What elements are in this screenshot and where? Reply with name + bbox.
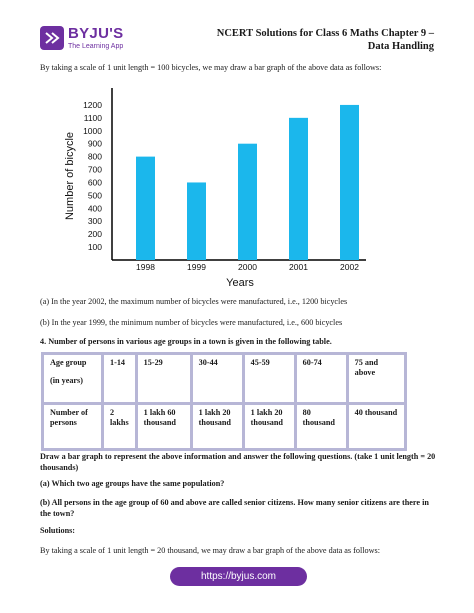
table-cell: 60-74 [295,354,347,404]
y-tick-label: 700 [87,164,102,175]
x-tick-label: 1998 [136,262,155,272]
table-cell: 75 and above [347,354,405,404]
solutions-text: By taking a scale of 1 unit length = 20 thousand, we may draw a bar graph of the above data as follows: [40,546,380,555]
y-tick-label: 800 [87,151,102,162]
bar-2002 [340,105,359,260]
y-tick-label: 100 [87,242,102,253]
y-tick-label: 1200 [83,99,102,110]
q4-part-b: (b) All persons in the age group of 60 and above are called senior citizens. How many senior citizens are there in the town? [40,498,429,518]
y-tick-label: 200 [87,229,102,240]
byjus-badge-icon [40,26,64,50]
table-cell: 1 lakh 20 thousand [191,404,243,450]
logo-tagline: The Learning App [68,43,124,50]
y-axis-label: Number of bicycle [64,131,76,221]
y-tick-label: 500 [87,190,102,201]
table-cell: 80 thousand [295,404,347,450]
table-header-age-group: Age group (in years) [43,354,103,404]
table-cell: 1 lakh 20 thousand [243,404,295,450]
x-tick-label: 1999 [187,262,206,272]
x-tick-label: 2001 [289,262,308,272]
answer-a: (a) In the year 2002, the maximum number of bicycles were manufactured, i.e., 1200 bicycles [40,297,348,306]
table-row-age-group [43,354,406,404]
age-group-table [41,352,407,451]
title-line-1: NCERT Solutions for Class 6 Maths Chapter 9 – [216,28,434,39]
y-tick-label: 900 [87,138,102,149]
table-cell: 45-59 [243,354,295,404]
title-line-2: Data Handling [367,41,434,52]
y-tick-label: 300 [87,216,102,227]
table-cell: 15-29 [136,354,191,404]
x-axis-label: Years [226,277,254,289]
table-cell: 30-44 [191,354,243,404]
q4-instruction: Draw a bar graph to represent the above information and answer the following questions. (take 1 unit length = 20 thousands) [40,452,436,472]
bicycle-bar-chart [60,78,380,290]
y-tick-label: 1000 [83,125,102,136]
page-title [214,27,434,53]
x-tick-label: 2002 [340,262,359,272]
solutions-label: Solutions: [40,526,76,535]
bar-1999 [187,182,206,260]
answer-b: (b) In the year 1999, the minimum number of bicycles were manufactured, i.e., 600 bicycles [40,318,343,327]
x-tick-label: 2000 [238,262,257,272]
bar-2000 [238,144,257,260]
table-cell: 40 thousand [347,404,405,450]
table-cell: 2 lakhs [103,404,137,450]
y-tick-label: 1100 [83,112,102,123]
bar-2001 [289,118,308,260]
q4-part-a: (a) Which two age groups have the same population? [40,479,225,488]
footer-url-link[interactable]: https://byjus.com [170,567,307,586]
y-tick-label: 600 [87,177,102,188]
intro-text: By taking a scale of 1 unit length = 100 bicycles, we may draw a bar graph of the above data as follows: [40,63,382,72]
logo-name: BYJU'S [68,25,124,42]
y-tick-label: 400 [87,203,102,214]
table-cell: 1-14 [103,354,137,404]
table-header-persons: Number of persons [43,404,103,450]
bar-1998 [136,157,155,260]
table-cell: 1 lakh 60 thousand [136,404,191,450]
question-4: 4. Number of persons in various age groups in a town is given in the following table. [40,337,332,346]
table-row-persons [43,404,406,450]
byjus-logo [40,24,128,52]
